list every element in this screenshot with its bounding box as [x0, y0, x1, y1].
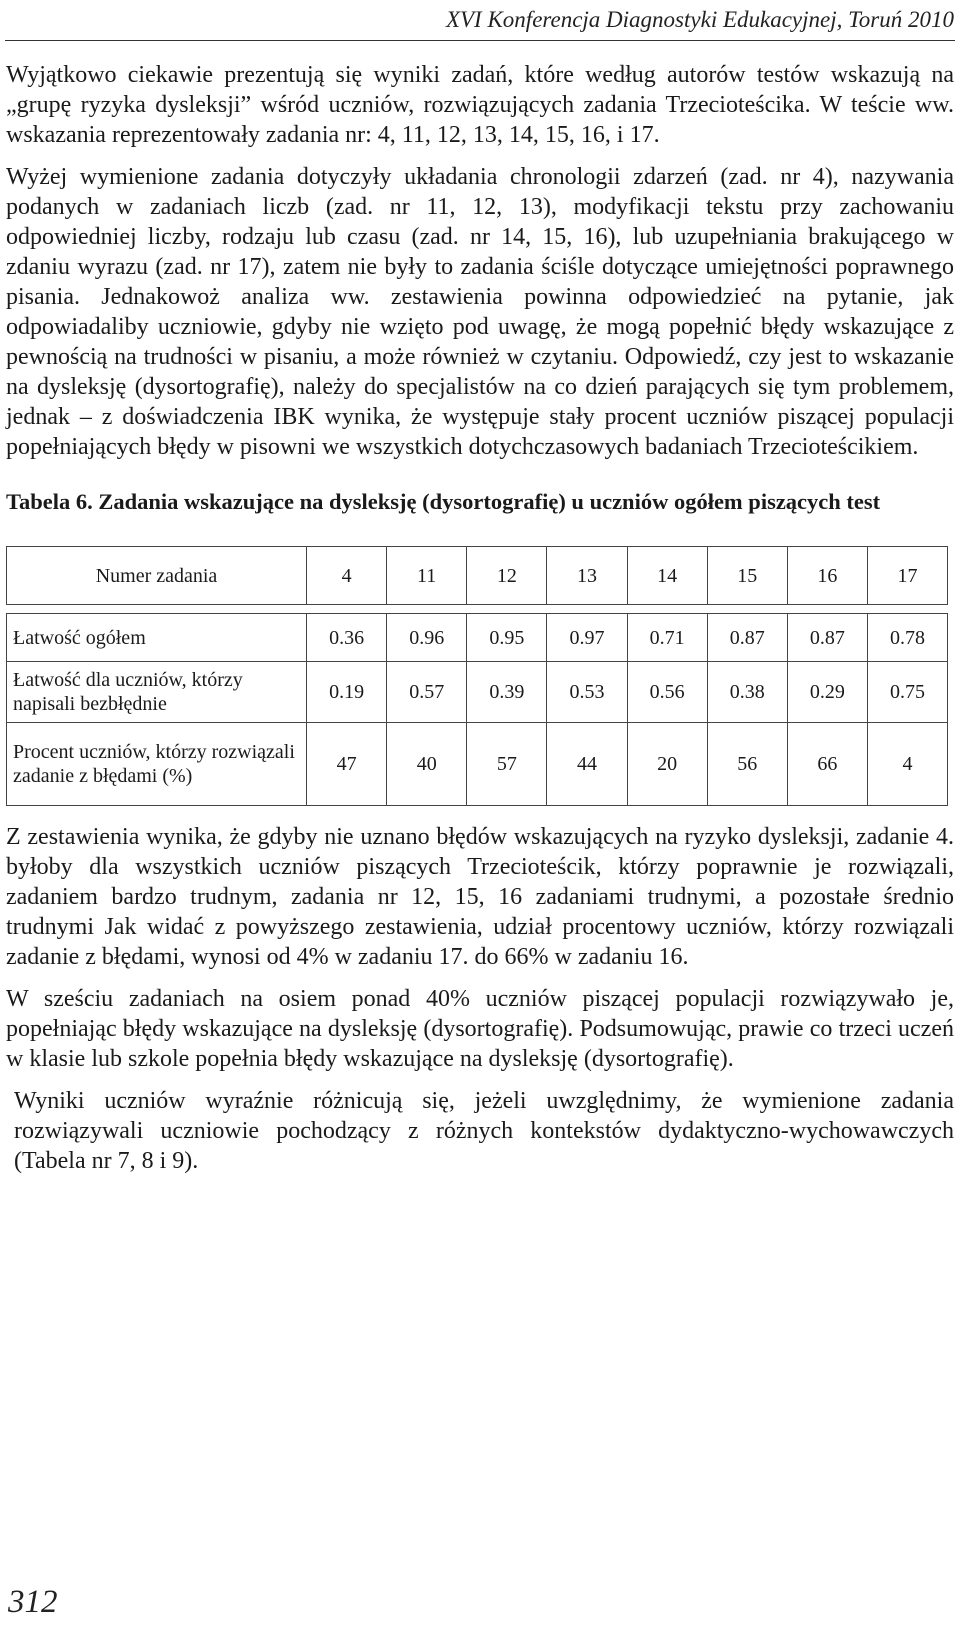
header-cell: 16 [787, 547, 867, 605]
table-row [7, 662, 948, 723]
table-header-row [7, 547, 948, 605]
table-cell: 0.71 [627, 614, 707, 662]
table-cell: 0.87 [707, 614, 787, 662]
table-cell: 0.38 [707, 662, 787, 723]
table-row [7, 614, 948, 662]
running-header: XVI Konferencja Diagnostyki Edukacyjnej, Toruń 2010 [445, 7, 954, 32]
table-cell: 66 [787, 723, 867, 806]
table-cell: 0.78 [867, 614, 947, 662]
row-label: Procent uczniów, którzy rozwiązali zadanie z błędami (%) [7, 723, 307, 806]
table-cell: 56 [707, 723, 787, 806]
table-cell: 47 [307, 723, 387, 806]
table-cell: 0.53 [547, 662, 627, 723]
header-cell: Numer zadania [7, 547, 307, 605]
table-cell: 0.29 [787, 662, 867, 723]
table-cell: 0.96 [387, 614, 467, 662]
table-cell: 57 [467, 723, 547, 806]
paragraph: Wyjątkowo ciekawie prezentują się wyniki zadań, które według autorów testów wskazują na „grupę ryzyka dysleksji” wśród uczniów, rozwiązujących zadania Trzecioteścika. W teście ww. wskazania reprezentowały zadania nr: 4, 11, 12, 13, 14, 15, 16, i 17. [6, 62, 954, 148]
paragraph: W sześciu zadaniach na osiem ponad 40% uczniów piszącej populacji rozwiązywało je, popełniając błędy wskazujące na dysleksję (dysortografię). Podsumowując, prawie co trzeci uczeń w klasie lub szkole popełnia błędy wskazujące na dysleksję (dysortografię). [6, 986, 954, 1072]
header-cell: 4 [307, 547, 387, 605]
paragraph: Wyżej wymienione zadania dotyczyły układania chronologii zdarzeń (zad. nr 4), nazywania podanych w zadaniach liczb (zad. nr 11, 12, 13), modyfikacji tekstu przy zachowaniu odpowiedniej liczby, rodzaju lub czasu (zad. nr 14, 15, 16), lub uzupełniania brakującego w zdaniu wyrazu (zad. nr 17), zatem nie były to zadania ściśle dotyczące umiejętności poprawnego pisania. Jednakowoż analiza ww. zestawienia powinna odpowiedzieć na pytanie, jak odpowiadaliby uczniowie, gdyby nie wzięto pod uwagę, że mogą popełnić błędy wskazujące z pewnością na trudności w pisaniu, a może również w czytaniu. Odpowiedź, czy jest to wskazanie na dysleksję (dysortografię), należy do specjalistów na co dzień parających się tym problemem, jednak – z doświadczenia IBK wynika, że występuje stały procent uczniów piszącej populacji popełniających błędy w pisowni we wszystkich dotychczasowych badaniach Trzecioteścikiem. [6, 164, 954, 460]
table-cell: 0.95 [467, 614, 547, 662]
header-divider [5, 40, 955, 41]
table-cell: 0.56 [627, 662, 707, 723]
table-cell: 0.39 [467, 662, 547, 723]
paragraph: Wyniki uczniów wyraźnie różnicują się, jeżeli uwzględnimy, że wymienione zadania rozwiązywali uczniowie pochodzący z różnych kontekstów dydaktyczno-wychowawczych (Tabela nr 7, 8 i 9). [14, 1088, 954, 1174]
table-row [7, 723, 948, 806]
page-content [6, 60, 954, 1188]
table-cell: 0.75 [867, 662, 947, 723]
table-cell: 0.97 [547, 614, 627, 662]
table-cell: 40 [387, 723, 467, 806]
paragraph: Z zestawienia wynika, że gdyby nie uznano błędów wskazujących na ryzyko dysleksji, zadanie 4. byłoby dla wszystkich uczniów piszących Trzecioteścik, którzy poprawnie je rozwiązali, zadaniem bardzo trudnym, zadania nr 12, 15, 16 zadaniami trudnymi, a pozostałe średnio trudnymi Jak widać z powyższego zestawienia, udział procentowy uczniów, którzy rozwiązali zadanie z błędami, wynosi od 4% w zadaniu 17. do 66% w zadaniu 16. [6, 824, 954, 970]
row-label: Łatwość dla uczniów, którzy napisali bezbłędnie [7, 662, 307, 723]
table-cell: 44 [547, 723, 627, 806]
header-cell: 15 [707, 547, 787, 605]
header-cell: 11 [387, 547, 467, 605]
table-cell: 20 [627, 723, 707, 806]
table-cell: 0.19 [307, 662, 387, 723]
page-number: 312 [8, 1584, 58, 1620]
header-cell: 13 [547, 547, 627, 605]
table-spacer [7, 605, 948, 614]
table-cell: 4 [867, 723, 947, 806]
results-table [6, 546, 948, 806]
header-cell: 14 [627, 547, 707, 605]
table-cell: 0.87 [787, 614, 867, 662]
table-cell: 0.36 [307, 614, 387, 662]
header-cell: 17 [867, 547, 947, 605]
row-label: Łatwość ogółem [7, 614, 307, 662]
table-caption: Tabela 6. Zadania wskazujące na dysleksję (dysortografię) u uczniów ogółem piszących test [6, 489, 881, 514]
table-cell: 0.57 [387, 662, 467, 723]
header-cell: 12 [467, 547, 547, 605]
